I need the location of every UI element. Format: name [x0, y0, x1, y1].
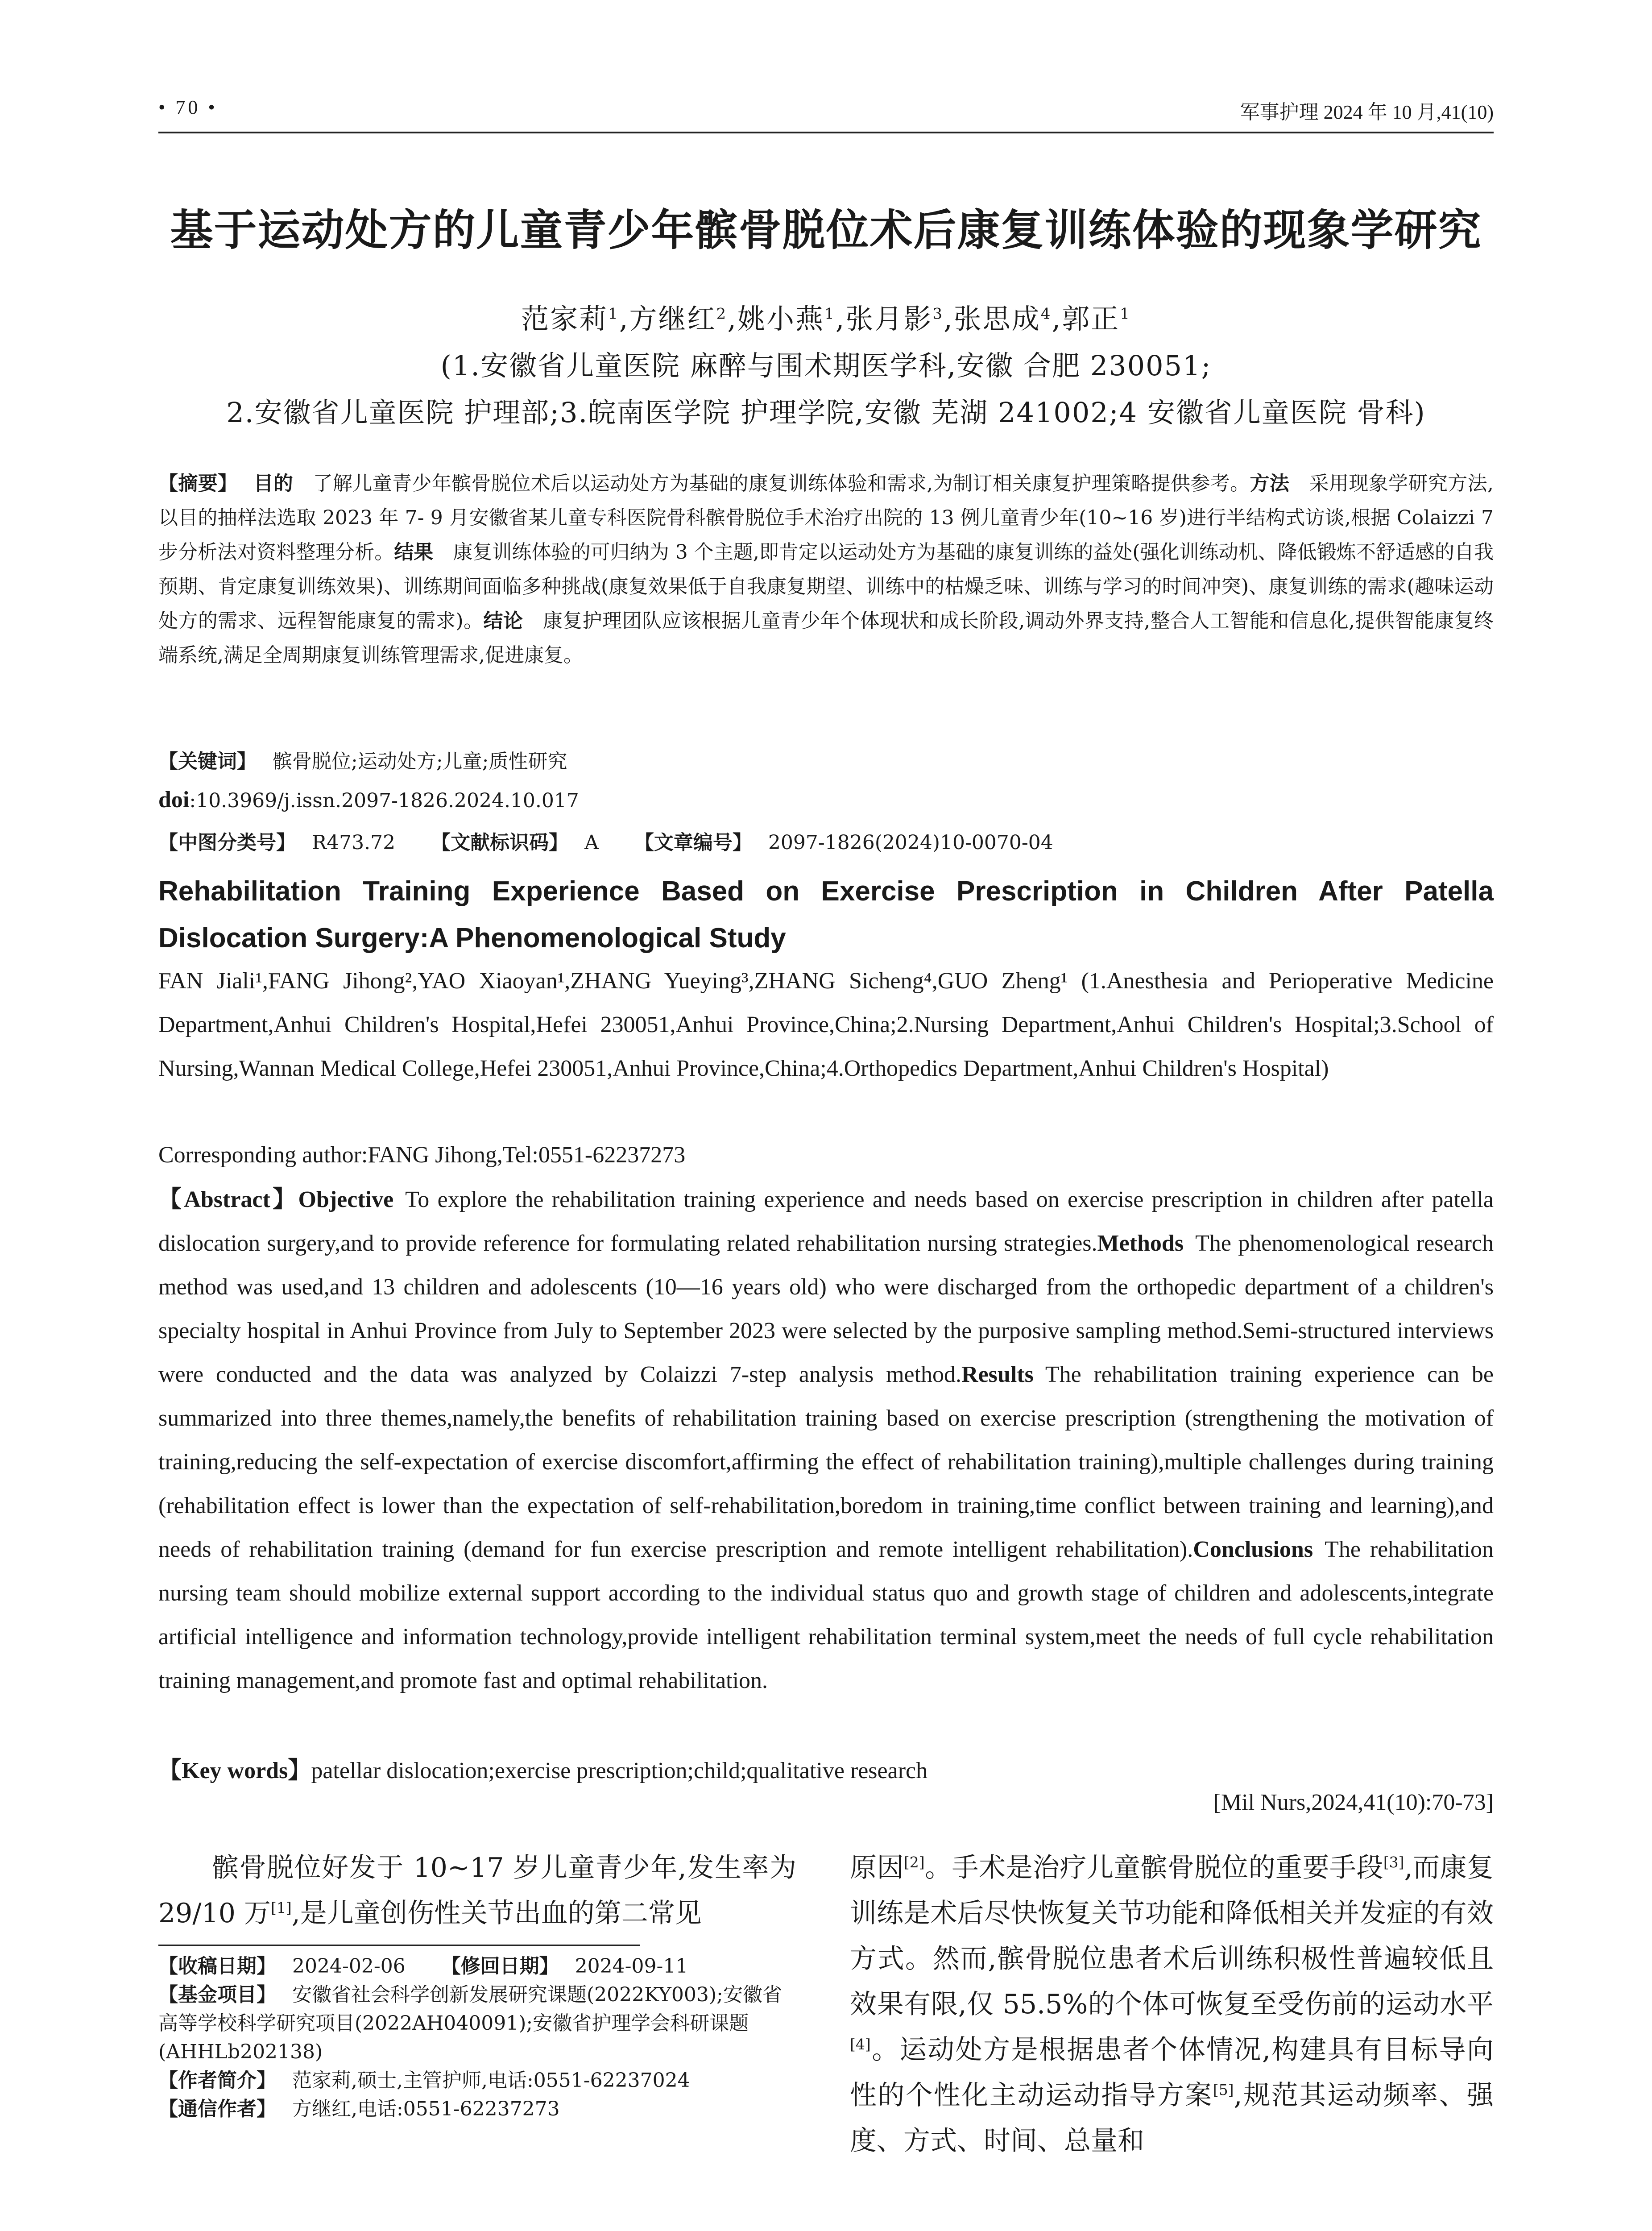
clc-value: R473.72 — [312, 831, 396, 854]
fund-label: 【基金项目】 — [158, 1983, 276, 2006]
objective-text: 了解儿童青少年髌骨脱位术后以运动处方为基础的康复训练体验和需求,为制订相关康复护理策略提供参考。 — [313, 472, 1250, 495]
body-paragraph — [850, 1845, 1494, 2164]
body-text: 髌骨脱位好发于 10~17 岁儿童青少年,发生率为 29/10 万 — [158, 1852, 796, 1929]
english-authors-affiliations: FAN Jiali¹,FANG Jihong²,YAO Xiaoyan¹,ZHANG Yueying³,ZHANG Sicheng⁴,GUO Zheng¹ (1.Anesthesia and Perioperative Medicine Department,Anhui Children's Hospital,Hefei 230051,Anhui Province,China;2.Nursing Department,Anhui Children's Hospital;3.School of Nursing,Wannan Medical College,Hefei 230051,Anhui Province,China;4.Orthopedics Department,Anhui Children's Hospital) — [158, 968, 1494, 1081]
chinese-keywords — [158, 745, 1494, 774]
fund-text: 安徽省社会科学创新发展研究课题(2022KY003);安徽省高等学校科学研究项目(2022AH040091);安徽省护理学会科研课题(AHHLb202138) — [158, 1983, 782, 2063]
body-paragraph — [158, 1845, 796, 1936]
methods-label-en: Methods — [1097, 1231, 1184, 1256]
author-affil-sup: 1 — [824, 305, 836, 323]
journal-issue: 军事护理 2024 年 10 月,41(10) — [1240, 101, 1494, 123]
author-affil-sup: 2 — [716, 305, 728, 323]
revised-date: 2024-09-11 — [575, 1955, 688, 1978]
results-label: 结果 — [394, 541, 434, 564]
corresponding-text: 方继红,电话:0551-62237273 — [292, 2098, 560, 2120]
page-number: • 70 • — [158, 96, 218, 118]
objective-label-en: Objective — [298, 1187, 394, 1212]
chinese-title: 基于运动处方的儿童青少年髌骨脱位术后康复训练体验的现象学研究 — [170, 205, 1482, 255]
abstract-label: 【摘要】 — [158, 472, 238, 495]
chinese-abstract — [158, 466, 1494, 672]
abstract-label-en: 【Abstract】 — [158, 1187, 298, 1212]
conclusions-text-en: The rehabilitation nursing team should mobilize external support according to the individual status quo and growth stage of children and adolescents,integrate artificial intelligence and information technology,provide intelligent rehabilitation terminal system,meet the needs of full cycle rehabilitation training management,and promote fast and optimal rehabilitation. — [158, 1537, 1494, 1693]
body-text: 。运动处方是根据患者个体情况,构建具有目标导向性的个性化主动运动指导方案 — [850, 2034, 1494, 2111]
footnote-dates — [158, 1952, 796, 1981]
chinese-authors: 范家莉$^1$,方继红$^2$,姚小燕$^1$,张月影$^3$,张思成$^4$,郭正$^1$ — [521, 303, 1131, 335]
keywords-text: 髌骨脱位;运动处方;儿童;质性研究 — [273, 750, 567, 773]
results-text-en: The rehabilitation training experience can be summarized into three themes,namely,the benefits of rehabilitation training based on exercise prescription (strengthening the motivation of training,reducing the self-expectation of exercise discomfort,affirming the effect of rehabilitation training),multiple challenges during training (rehabilitation effect is lower than the expectation of self-rehabilitation,boredom in training,time conflict between training and learning),and needs of rehabilitation training (demand for fun exercise prescription and remote intelligent rehabilitation). — [158, 1362, 1494, 1562]
corresponding-author: Corresponding author:FANG Jihong,Tel:0551-62237273 — [158, 1142, 686, 1168]
keywords-label: 【关键词】 — [158, 750, 257, 773]
reference-mark[interactable]: [3] — [1383, 1854, 1404, 1871]
author-affil-sup: 1 — [608, 305, 619, 323]
footnote-fund — [158, 1981, 796, 2066]
received-date: 2024-02-06 — [292, 1955, 406, 1978]
keywords-label-en: 【Key words】 — [158, 1758, 311, 1783]
author-affil-sup: 3 — [932, 305, 944, 323]
author-bio-label: 【作者简介】 — [158, 2069, 276, 2092]
reference-mark[interactable]: [2] — [903, 1854, 925, 1871]
citation: [Mil Nurs,2024,41(10):70-73] — [1213, 1790, 1494, 1815]
english-abstract — [158, 1178, 1494, 1703]
reference-mark[interactable]: [5] — [1213, 2081, 1234, 2098]
author-affil-sup: 1 — [1120, 305, 1131, 323]
doi-line — [158, 787, 1494, 813]
footnote-rule — [158, 1945, 640, 1946]
keywords-text-en: patellar dislocation;exercise prescription;child;qualitative research — [311, 1758, 928, 1783]
author-name: 张思成 — [953, 303, 1041, 335]
reference-mark[interactable]: [1] — [270, 1899, 292, 1916]
author-affil-sup: 4 — [1040, 305, 1052, 323]
conclusions-label-en: Conclusions — [1193, 1537, 1313, 1562]
author-name: 张月影 — [845, 303, 933, 335]
body-text: 原因 — [850, 1852, 904, 1883]
body-text: 。手术是治疗儿童髌骨脱位的重要手段 — [924, 1852, 1383, 1883]
footnote-author — [158, 2066, 796, 2095]
methods-text-en: The phenomenological research method was used,and 13 children and adolescents (10—16 years old) who were discharged from the orthopedic department of a children's specialty hospital in Anhui Province from July to September 2023 were selected by the purposive sampling method.Semi-structured interviews were conducted and the data was analyzed by Colaizzi 7-step analysis method. — [158, 1231, 1494, 1387]
chinese-affiliation-line-2: 2.安徽省儿童医院 护理部;3.皖南医学院 护理学院,安徽 芜湖 241002;4 安徽省儿童医院 骨科) — [226, 396, 1426, 429]
revised-label: 【修回日期】 — [441, 1955, 559, 1978]
author-bio-text: 范家莉,硕士,主管护师,电话:0551-62237024 — [292, 2069, 690, 2092]
author-name: 姚小燕 — [737, 303, 824, 335]
running-header — [158, 96, 1494, 133]
objective-text-en: To explore the rehabilitation training experience and needs based on exercise prescription in children after patella dislocation surgery,and to provide reference for formulating related rehabilitation nursing strategies. — [158, 1187, 1494, 1256]
received-label: 【收稿日期】 — [158, 1955, 276, 1978]
doi-value: :10.3969/j.issn.2097-1826.2024.10.017 — [189, 789, 579, 812]
body-text: ,而康复训练是术后尽快恢复关节功能和降低相关并发症的有效方式。然而,髌骨脱位患者术后训练积极性普遍较低且效果有限,仅 55.5%的个体可恢复至受伤前的运动水平 — [850, 1852, 1494, 2020]
conclusion-label: 结论 — [483, 610, 523, 632]
author-name: 方继红 — [629, 303, 716, 335]
english-title: Rehabilitation Training Experience Based on Exercise Prescription in Children After Patella Dislocation Surgery:A Phenomenological Study — [158, 876, 1494, 954]
classification-line — [158, 826, 1494, 855]
objective-label: 目的 — [253, 472, 294, 495]
article-no-value: 2097-1826(2024)10-0070-04 — [768, 831, 1053, 854]
body-column-right — [850, 1845, 1494, 2164]
footnote-corresponding — [158, 2095, 796, 2123]
results-text: 康复训练体验的可归纳为 3 个主题,即肯定以运动处方为基础的康复训练的益处(强化训练动机、降低锻炼不舒适感的自我预期、肯定康复训练效果)、训练期间面临多种挑战(康复效果低于自我康复期望、训练中的枯燥乏味、训练与学习的时间冲突)、康复训练的需求(趣味运动处方的需求、远程智能康复的需求)。 — [158, 541, 1494, 632]
body-text: ,规范其运动频率、强度、方式、时间、总量和 — [850, 2080, 1494, 2156]
conclusion-text: 康复护理团队应该根据儿童青少年个体现状和成长阶段,调动外界支持,整合人工智能和信息化,提供智能康复终端系统,满足全周期康复训练管理需求,促进康复。 — [158, 610, 1494, 667]
chinese-affiliation-line-1: (1.安徽省儿童医院 麻醉与围术期医学科,安徽 合肥 230051; — [440, 349, 1212, 382]
body-column-left — [158, 1845, 796, 1936]
results-label-en: Results — [961, 1362, 1034, 1387]
methods-text: 采用现象学研究方法,以目的抽样法选取 2023 年 7- 9 月安徽省某儿童专科医院骨科髌骨脱位手术治疗出院的 13 例儿童青少年(10~16 岁)进行半结构式访谈,根据 Colaizzi 7 步分析法对资料整理分析。 — [158, 472, 1494, 564]
reference-mark[interactable]: [4] — [850, 2036, 871, 2053]
author-name: 郭正 — [1062, 303, 1120, 335]
methods-label: 方法 — [1250, 472, 1290, 495]
doc-code-label: 【文献标识码】 — [431, 831, 569, 854]
footnotes — [158, 1952, 796, 2123]
author-name: 范家莉 — [521, 303, 609, 335]
doc-code-value: A — [584, 831, 599, 854]
corresponding-label: 【通信作者】 — [158, 2098, 276, 2120]
body-text: ,是儿童创伤性关节出血的第二常见 — [291, 1898, 702, 1929]
clc-label: 【中图分类号】 — [158, 831, 296, 854]
article-no-label: 【文章编号】 — [634, 831, 752, 854]
english-keywords — [158, 1749, 1494, 1793]
doi-label: doi — [158, 787, 190, 813]
